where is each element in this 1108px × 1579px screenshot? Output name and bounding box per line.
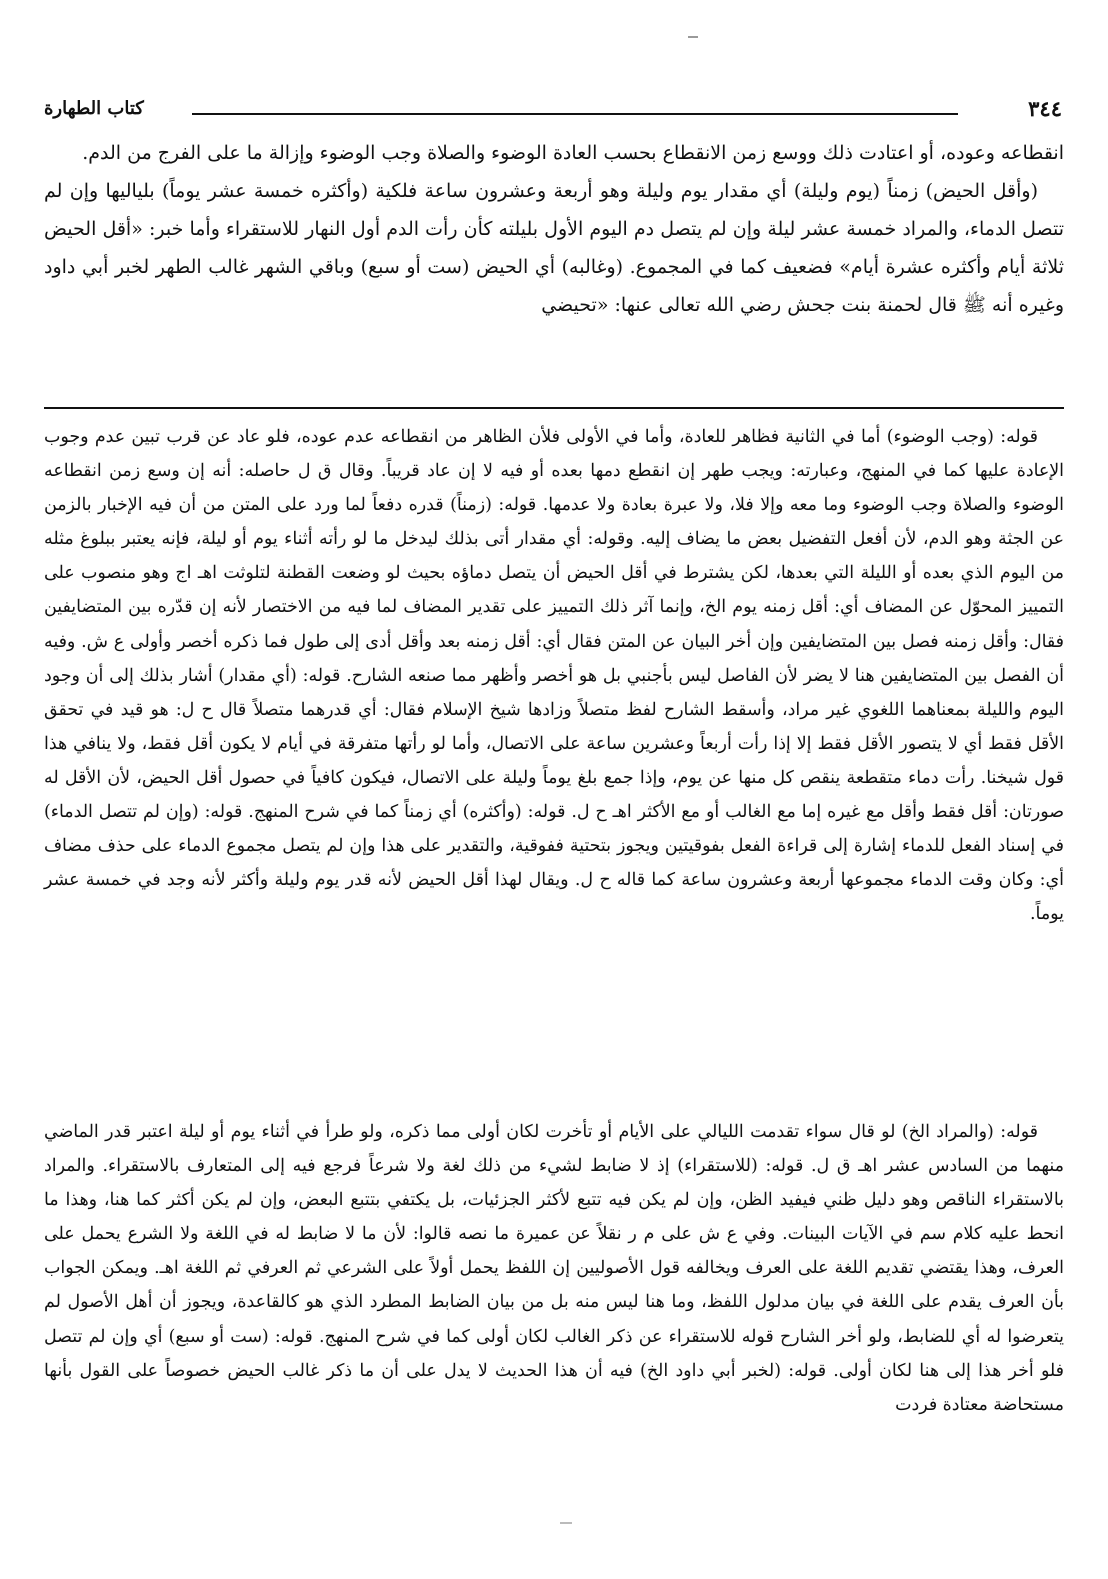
page-header bbox=[44, 96, 1064, 128]
commentary-block bbox=[44, 420, 1064, 931]
scan-speck bbox=[560, 1522, 572, 1524]
book-title: كتاب الطهارة bbox=[44, 98, 144, 119]
commentary-paragraph: قوله: (وجب الوضوء) أما في الثانية فظاهر للعادة، وأما في الأولى فلأن الظاهر من انقطاعه عدم عوده، فلو عاد عن قرب تبين عدم وجوب الإعادة عليها كما في المنهج، وعبارته: ويجب طهر إن انقطع دمها بعده أو فيه لا إن عاد قريباً. وقال ق ل حاصله: أنه إن وسع زمن انقطاعه الوضوء والصلاة وجب الوضوء وما معه وإلا فلا، ولا عبرة بعادة ولا عدمها. قوله: (زمناً) قدره دفعاً لما ورد على المتن من أن فيه الإخبار بالزمن عن الجثة وهو الدم، لأن أفعل التفضيل بعض ما يضاف إليه. وقوله: أي مقدار أتى بذلك ليدخل ما لو رأته أثناء يوم أو ليلة، فإنه يعتبر ببلوغ مثله من اليوم الذي بعده أو الليلة التي بعدها، لكن يشترط في أقل الحيض أن يتصل دماؤه بحيث لو وضعت القطنة لتلوثت اهـ اج وهو منصوب على التمييز المحوّل عن المضاف أي: أقل زمنه يوم الخ، وإنما آثر ذلك التمييز على تقدير المضاف لما فيه من الاختصار لأنه إن قدّره بين المتضايفين فقال: وأقل زمنه فصل بين المتضايفين وإن أخر البيان عن المتن فقال أي: أقل زمنه بعد وأقل أدى إلى طول فما ذكره أخصر وأولى ع ش. وفيه أن الفصل بين المتضايفين هنا لا يضر لأن الفاصل ليس بأجنبي بل هو أخصر وأظهر مما صنعه الشارح. قوله: (أي مقدار) أشار بذلك إلى أن وجود اليوم والليلة بمعناهما اللغوي غير مراد، وأسقط الشارح لفظ متصلاً وزادها شيخ الإسلام فقال: أي قدرهما متصلاً قال ح ل: هو قيد في تحقق الأقل فقط أي لا يتصور الأقل فقط إلا إذا رأت أربعاً وعشرين ساعة على الاتصال، وأما لو رأتها متفرقة في أيام لا يكون أقل فقط، ولا ينافي هذا قول شيخنا. رأت دماء متقطعة ينقص كل منها عن يوم، وإذا جمع بلغ يوماً وليلة على الاتصال، فيكون كافياً في حصول أقل الحيض، لأن الأقل له صورتان: أقل فقط وأقل مع غيره إما مع الغالب أو مع الأكثر اهـ ح ل. قوله: (وأكثره) أي زمناً كما في شرح المنهج. قوله: (وإن لم تتصل الدماء) في إسناد الفعل للدماء إشارة إلى قراءة الفعل بفوقيتين ويجوز بتحتية ففوقية، والتقدير على هذا وإن لم يتصل مجموع الدماء على حذف مضاف أي: وكان وقت الدماء مجموعها أربعة وعشرون ساعة كما قاله ح ل. ويقال لهذا أقل الحيض لأنه قدر يوم وليلة وأكثر لأنه وجد في خمسة عشر يوماً. bbox=[44, 427, 1064, 925]
main-text bbox=[44, 134, 1064, 324]
page-number: ٣٤٤ bbox=[1028, 96, 1062, 121]
scan-mark bbox=[688, 36, 698, 38]
main-paragraph: انقطاعه وعوده، أو اعتادت ذلك ووسع زمن الانقطاع بحسب العادة الوضوء والصلاة وجب الوضوء وإزالة ما على الفرج من الدم. bbox=[82, 142, 1064, 164]
main-paragraph: (وأقل الحيض) زمناً (يوم وليلة) أي مقدار يوم وليلة وهو أربعة وعشرون ساعة فلكية (وأكثره خمسة عشر يوماً) بلياليها وإن لم تتصل الدماء، والمراد خمسة عشر ليلة وإن لم يتصل دم اليوم الأول بليلته كأن رأت الدم أول النهار للاستقراء وأما خبر: «أقل الحيض ثلاثة أيام وأكثره عشرة أيام» فضعيف كما في المجموع. (وغالبه) أي الحيض (ست أو سبع) وباقي الشهر غالب الطهر لخبر أبي داود وغيره أنه ﷺ قال لحمنة بنت جحش رضي الله تعالى عنها: «تحيضي bbox=[44, 180, 1064, 316]
commentary-paragraph: قوله: (والمراد الخ) لو قال سواء تقدمت الليالي على الأيام أو تأخرت لكان أولى مما ذكره، ولو طرأ في أثناء يوم أو ليلة اعتبر قدر الماضي منهما من السادس عشر اهـ ق ل. قوله: (للاستقراء) إذ لا ضابط لشيء من ذلك لغة ولا شرعاً فرجع فيه إلى المتعارف بالاستقراء. والمراد بالاستقراء الناقص وهو دليل ظني فيفيد الظن، وإن لم يكن فيه تتبع لأكثر الجزئيات، بل يكتفي بتتبع البعض، وإن لم يكن أكثر كما هنا، وهذا ما انحط عليه كلام سم في الآيات البينات. وفي ع ش على م ر نقلاً عن عميرة ما نصه قالوا: لأن ما لا ضابط له في اللغة ولا الشرع يحمل على العرف، وهذا يقتضي تقديم اللغة على العرف ويخالفه قول الأصوليين إن اللفظ يحمل أولاً على الشرعي ثم العرفي ثم اللغة اهـ. ويمكن الجواب بأن العرف يقدم على اللغة في بيان مدلول اللفظ، وما هنا ليس منه بل من بيان الضابط المطرد الذي هو كالقاعدة، ويجوز أن أهل الأصول لم يتعرضوا له أي للضابط، ولو أخر الشارح قوله للاستقراء عن ذكر الغالب لكان أولى كما في شرح المنهج. قوله: (ست أو سبع) أي وإن لم تتصل فلو أخر هذا إلى هنا لكان أولى. قوله: (لخبر أبي داود الخ) فيه أن هذا الحديث لا يدل على أن ما ذكر غالب الحيض خصوصاً على القول بأنها مستحاضة معتادة فردت bbox=[44, 1122, 1064, 1415]
footnote-divider bbox=[44, 407, 1064, 409]
commentary-block bbox=[44, 1115, 1064, 1422]
header-rule bbox=[192, 113, 958, 115]
